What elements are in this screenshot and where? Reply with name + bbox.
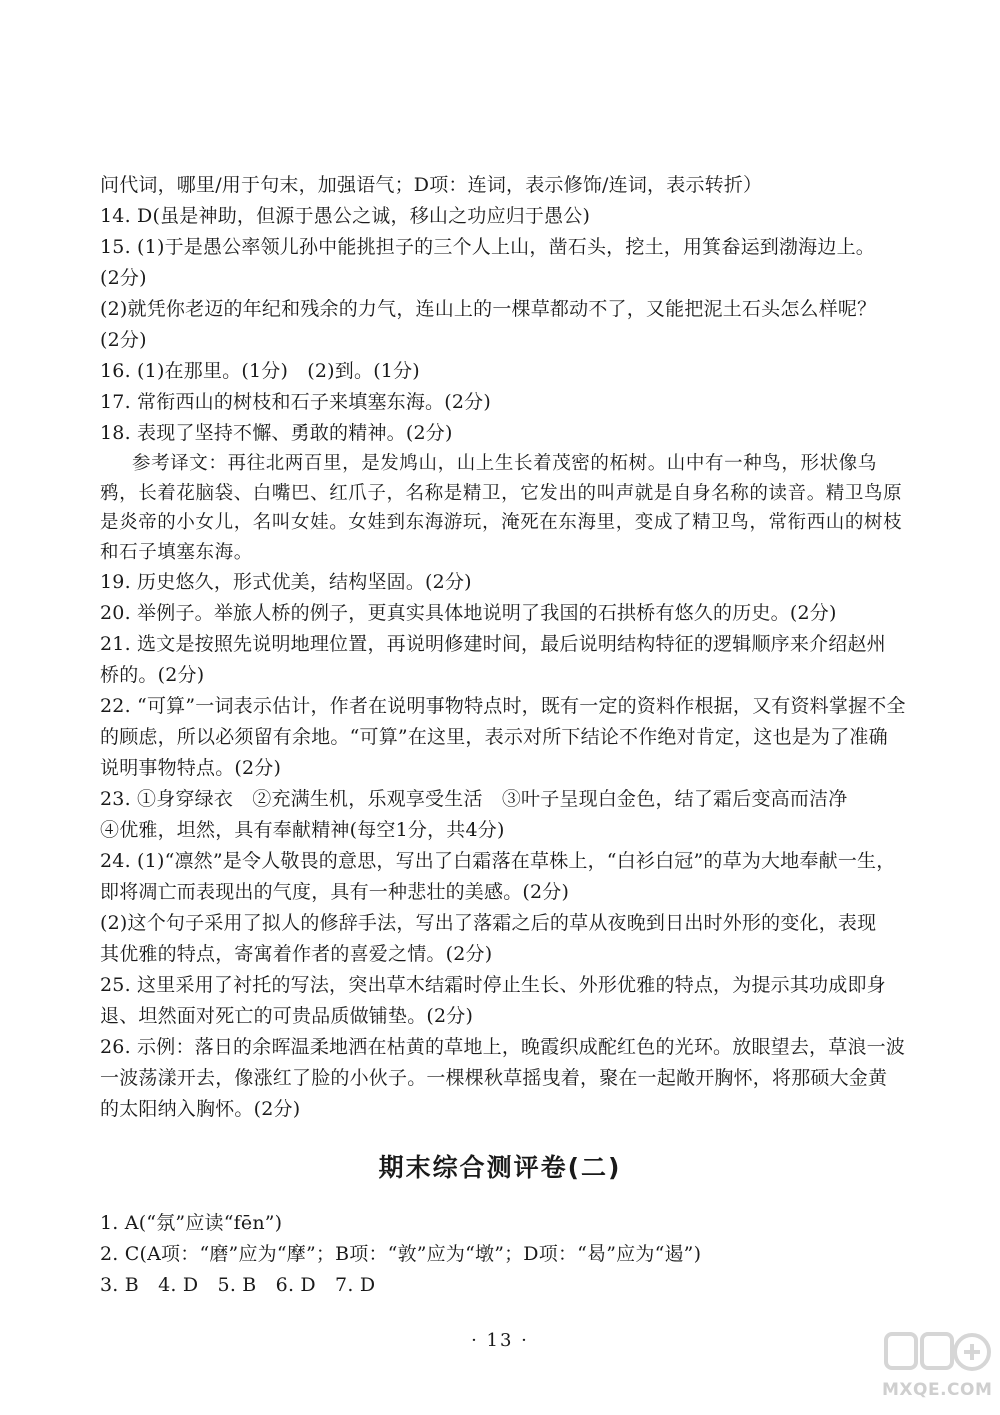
section-answers [100,1208,890,1301]
answer-24-2-cont: 其优雅的特点，寄寓着作者的喜爱之情。(2分) [100,943,493,965]
answer-16: 16. (1)在那里。(1分) (2)到。(1分) [100,360,420,382]
answer-20: 20. 举例子。举旅人桥的例子，更真实具体地说明了我国的石拱桥有悠久的历史。(2分) [100,602,837,624]
watermark-logo [882,1328,992,1408]
answer-15-2: (2)就凭你老迈的年纪和残余的力气，连山上的一棵草都动不了，又能把泥土石头怎么样呢？ [100,298,877,320]
answer-24-1: 24. (1)“凛然”是令人敬畏的意思，写出了白霜落在草株上，“白衫白冠”的草为大地奉献一生， [100,850,896,872]
section-answer-2: 2. C(A项：“磨”应为“摩”；B项：“敦”应为“墩”；D项：“曷”应为“遏”) [100,1243,702,1265]
watermark-icon [882,1328,992,1380]
answer-26: 26. 示例：落日的余晖温柔地洒在枯黄的草地上，晚霞织成酡红色的光环。放眼望去，草浪一波 [100,1036,906,1058]
answer-line-cont: 问代词，哪里/用于句末，加强语气；D项：连词，表示修饰/连词，表示转折） [100,174,763,196]
answer-26-cont: 一波荡漾开去，像涨红了脸的小伙子。一棵棵秋草摇曳着，聚在一起敞开胸怀，将那硕大金黄 [100,1067,888,1089]
reference-line: 和石子填塞东海。 [100,541,253,563]
answer-23: 23. ①身穿绿衣 ②充满生机，乐观享受生活 ③叶子呈现白金色，结了霜后变高而洁净 [100,788,848,810]
section-answer-1: 1. A(“氛”应读“fēn”) [100,1212,283,1234]
answer-24-2: (2)这个句子采用了拟人的修辞手法，写出了落霜之后的草从夜晚到日出时外形的变化，表现 [100,912,877,934]
answer-22: 22. “可算”一词表示估计，作者在说明事物特点时，既有一定的资料作根据，又有资料掌握不全 [100,695,906,717]
reference-line: 参考译文：再往北两百里，是发鸠山，山上生长着茂密的柘树。山中有一种鸟，形状像乌 [132,453,877,474]
answer-body [100,170,906,1125]
answer-17: 17. 常衔西山的树枝和石子来填塞东海。(2分) [100,391,491,413]
answer-25: 25. 这里采用了衬托的写法，突出草木结霜时停止生长、外形优雅的特点，为提示其功成即身 [100,974,886,996]
answer-25-cont: 退、坦然面对死亡的可贵品质做铺垫。(2分) [100,1005,474,1027]
page-number: · 13 · [471,1330,529,1351]
answer-23-cont: ④优雅，坦然，具有奉献精神(每空1分，共4分) [100,819,505,841]
section-answer-3-7: 3. B 4. D 5. B 6. D 7. D [100,1274,376,1296]
section-title: 期末综合测评卷(二) [378,1153,622,1182]
answer-22-cont: 说明事物特点。(2分) [100,757,282,779]
answer-24-1-cont: 即将凋亡而表现出的气度，具有一种悲壮的美感。(2分) [100,881,570,903]
answer-21-cont: 桥的。(2分) [100,664,205,686]
reference-line: 是炎帝的小女儿，名叫女娃。女娃到东海游玩，淹死在东海里，变成了精卫鸟，常衔西山的树枝 [100,512,903,533]
answer-26-cont: 的太阳纳入胸怀。(2分) [100,1098,301,1120]
answer-21: 21. 选文是按照先说明地理位置，再说明修建时间，最后说明结构特征的逻辑顺序来介绍赵州 [100,633,886,655]
answer-15-1: 15. (1)于是愚公率领儿孙中能挑担子的三个人上山，凿石头，挖土，用箕畚运到渤海边上。 [100,236,875,258]
reference-line: 鸦，长着花脑袋、白嘴巴、红爪子，名称是精卫，它发出的叫声就是自身名称的读音。精卫鸟原 [100,482,903,504]
reference-translation [100,449,903,567]
answer-19: 19. 历史悠久，形式优美，结构坚固。(2分) [100,571,472,593]
answer-15-1-score: (2分) [100,267,147,289]
answer-18: 18. 表现了坚持不懈、勇敢的精神。(2分) [100,422,453,444]
answer-22-cont: 的顾虑，所以必须留有余地。“可算”在这里，表示对所下结论不作绝对肯定，这也是为了准确 [100,726,888,748]
answer-14: 14. D(虽是神助，但源于愚公之诚，移山之功应归于愚公) [100,205,591,227]
watermark-text: MXQE.COM [882,1380,993,1400]
answer-15-2-score: (2分) [100,329,147,351]
